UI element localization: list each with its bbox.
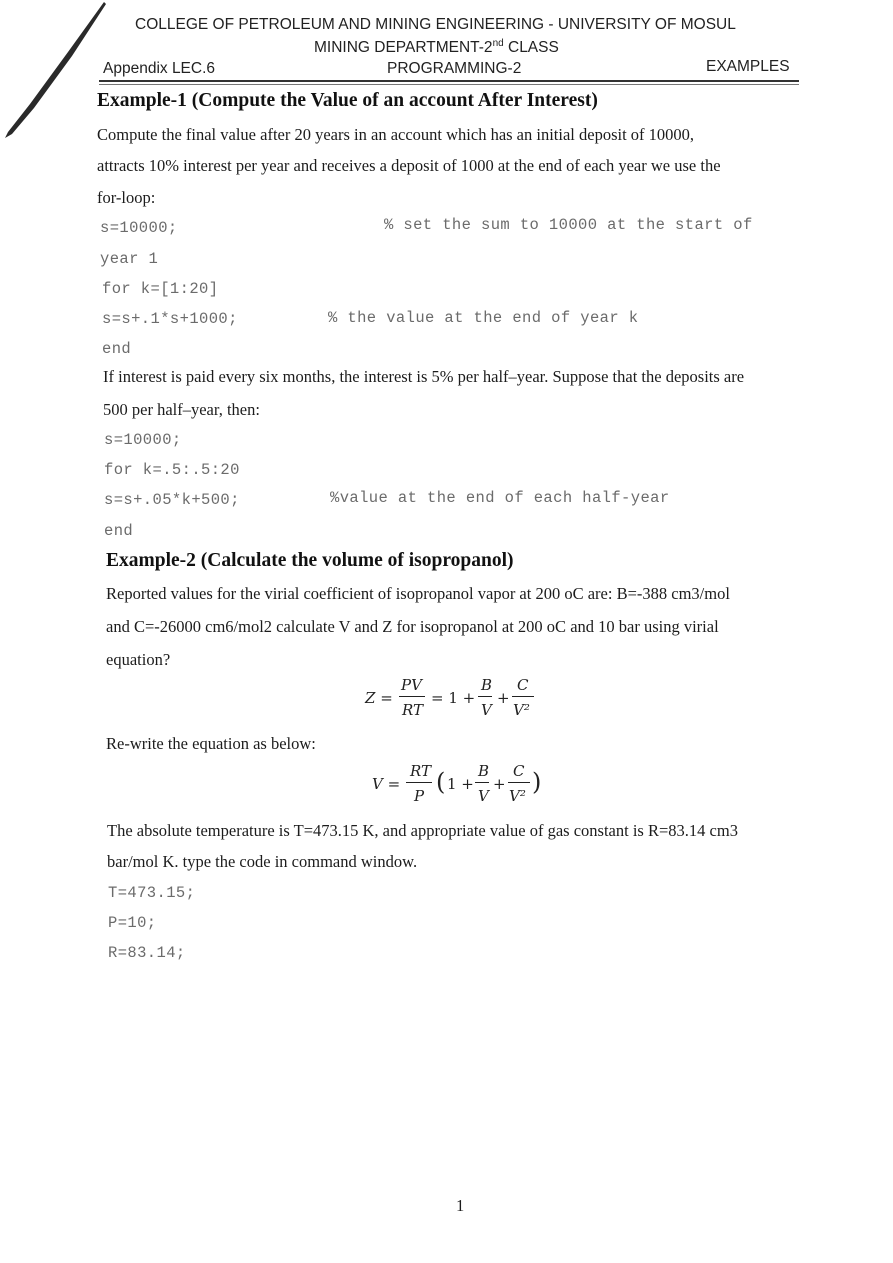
example1-title: Example-1 (Compute the Value of an account After Interest): [97, 90, 598, 111]
example1-para2-line: If interest is paid every six months, the interest is 5% per half–year. Suppose that the deposits are: [103, 367, 745, 386]
code-line: T=473.15;: [108, 884, 196, 902]
examples-label: EXAMPLES: [706, 58, 790, 75]
code-line: s=s+.1*s+1000;: [102, 310, 238, 328]
code-line: year 1: [100, 250, 159, 268]
code-line: end: [104, 522, 134, 540]
course-label: PROGRAMMING-2: [387, 60, 522, 77]
example2-para3-line: bar/mol K. type the code in command window.: [107, 852, 418, 871]
example2-para-line: equation?: [106, 650, 171, 669]
code-comment: % set the sum to 10000 at the start of: [384, 216, 753, 234]
rewrite-text: Re-write the equation as below:: [106, 734, 316, 753]
virial-equation-z: Z = PV RT = 1 + B V + C V²: [365, 676, 565, 724]
code-line: P=10;: [108, 914, 157, 932]
code-line: s=10000;: [104, 431, 182, 449]
example2-title: Example-2 (Calculate the volume of isopropanol): [106, 550, 514, 571]
header-rule-thin: [99, 84, 799, 85]
code-line: s=10000;: [100, 219, 178, 237]
example1-para-line: for-loop:: [97, 188, 156, 207]
example1-para2-line: 500 per half–year, then:: [103, 400, 260, 419]
code-line: for k=.5:.5:20: [104, 461, 240, 479]
code-line: s=s+.05*k+500;: [104, 491, 240, 509]
example1-para-line: attracts 10% interest per year and receives a deposit of 1000 at the end of each year we use the: [97, 156, 721, 175]
page-number: 1: [456, 1196, 465, 1215]
example2-para-line: Reported values for the virial coefficient of isopropanol vapor at 200 oC are: B=-388 cm3/mol: [106, 584, 730, 603]
code-comment: % the value at the end of year k: [328, 309, 639, 327]
virial-equation-v: V = RT P ( 1 + B V + C V² ): [372, 762, 542, 805]
code-line: for k=[1:20]: [102, 280, 219, 298]
appendix-label: Appendix LEC.6: [103, 60, 216, 77]
code-line: R=83.14;: [108, 944, 186, 962]
college-name: COLLEGE OF PETROLEUM AND MINING ENGINEERING - UNIVERSITY OF MOSUL: [135, 16, 736, 33]
department-line: MINING DEPARTMENT-2nd CLASS: [314, 38, 559, 57]
header-rule: [99, 80, 799, 82]
example2-para-line: and C=-26000 cm6/mol2 calculate V and Z for isopropanol at 200 oC and 10 bar using virial: [106, 617, 719, 636]
code-comment: %value at the end of each half-year: [330, 489, 670, 507]
example1-para-line: Compute the final value after 20 years in an account which has an initial deposit of 10000,: [97, 125, 695, 144]
code-line: end: [102, 340, 132, 358]
example2-para3-line: The absolute temperature is T=473.15 K, and appropriate value of gas constant is R=83.14 cm3: [107, 821, 738, 840]
